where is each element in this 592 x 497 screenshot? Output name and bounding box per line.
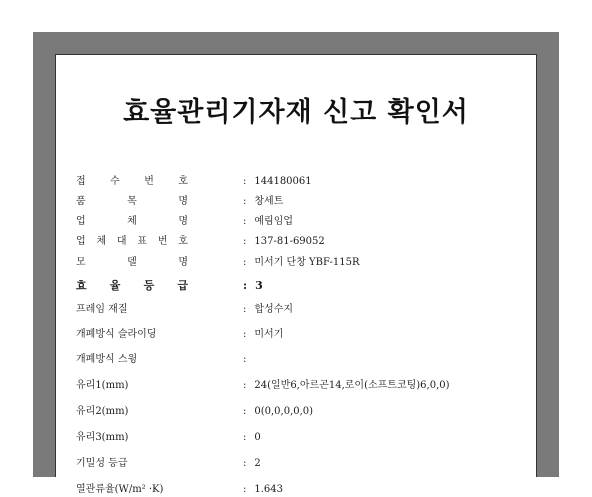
field-value: : 창세트 xyxy=(243,196,284,207)
field-efficiency-grade xyxy=(76,279,516,293)
field-label: 접 수 번 호 xyxy=(76,176,188,187)
field-label: 업 체 명 xyxy=(76,216,188,227)
field-value: : 미서기 xyxy=(243,329,284,340)
field-opening-sliding xyxy=(76,328,516,342)
field-value: : 24(일반6,아르곤14,로이(소프트코팅)6,0,0) xyxy=(243,380,450,391)
field-receipt-number xyxy=(76,175,516,189)
certificate-sheet xyxy=(55,54,537,495)
field-label: 유리1(mm) xyxy=(76,380,129,391)
field-opening-swing xyxy=(76,353,516,367)
field-value: : 3 xyxy=(243,279,263,292)
field-glass-3 xyxy=(76,431,516,445)
field-label: 효 율 등 급 xyxy=(76,279,188,292)
field-value: : 합성수지 xyxy=(243,304,294,315)
document-frame xyxy=(33,32,559,495)
field-value: : 예림임업 xyxy=(243,216,294,227)
field-value: : 1.643 xyxy=(243,484,284,495)
field-thermal-transmittance xyxy=(76,483,516,497)
document-title: 효율관리기자재 신고 확인서 xyxy=(123,97,469,128)
field-value: : 137-81-69052 xyxy=(243,236,325,247)
field-value: : 0(0,0,0,0,0) xyxy=(243,406,314,417)
field-glass-1 xyxy=(76,379,516,393)
field-label: 프레임 재질 xyxy=(76,304,128,315)
field-product-name xyxy=(76,195,516,209)
field-label: 모 델 명 xyxy=(76,257,188,268)
field-company-name xyxy=(76,215,516,229)
field-label: 열관류율(W/m² ·K) xyxy=(76,484,164,495)
field-label: 개폐방식 슬라이딩 xyxy=(76,329,157,340)
field-value: : 0 xyxy=(243,432,261,443)
field-model-name xyxy=(76,256,516,270)
field-label: 유리2(mm) xyxy=(76,406,129,417)
field-value: : 144180061 xyxy=(243,176,312,187)
field-airtightness-grade xyxy=(76,457,516,471)
field-glass-2 xyxy=(76,405,516,419)
field-value: : 2 xyxy=(243,458,261,469)
field-value: : xyxy=(243,354,247,365)
field-value: : 미서기 단창 YBF-115R xyxy=(243,257,360,268)
field-label: 개폐방식 스윙 xyxy=(76,354,138,365)
field-label: 유리3(mm) xyxy=(76,432,129,443)
field-label: 업 체 대 표 번 호 xyxy=(76,236,188,247)
field-label: 품 목 명 xyxy=(76,196,188,207)
field-company-phone xyxy=(76,235,516,249)
field-frame-material xyxy=(76,303,516,317)
field-label: 기밀성 등급 xyxy=(76,458,128,469)
